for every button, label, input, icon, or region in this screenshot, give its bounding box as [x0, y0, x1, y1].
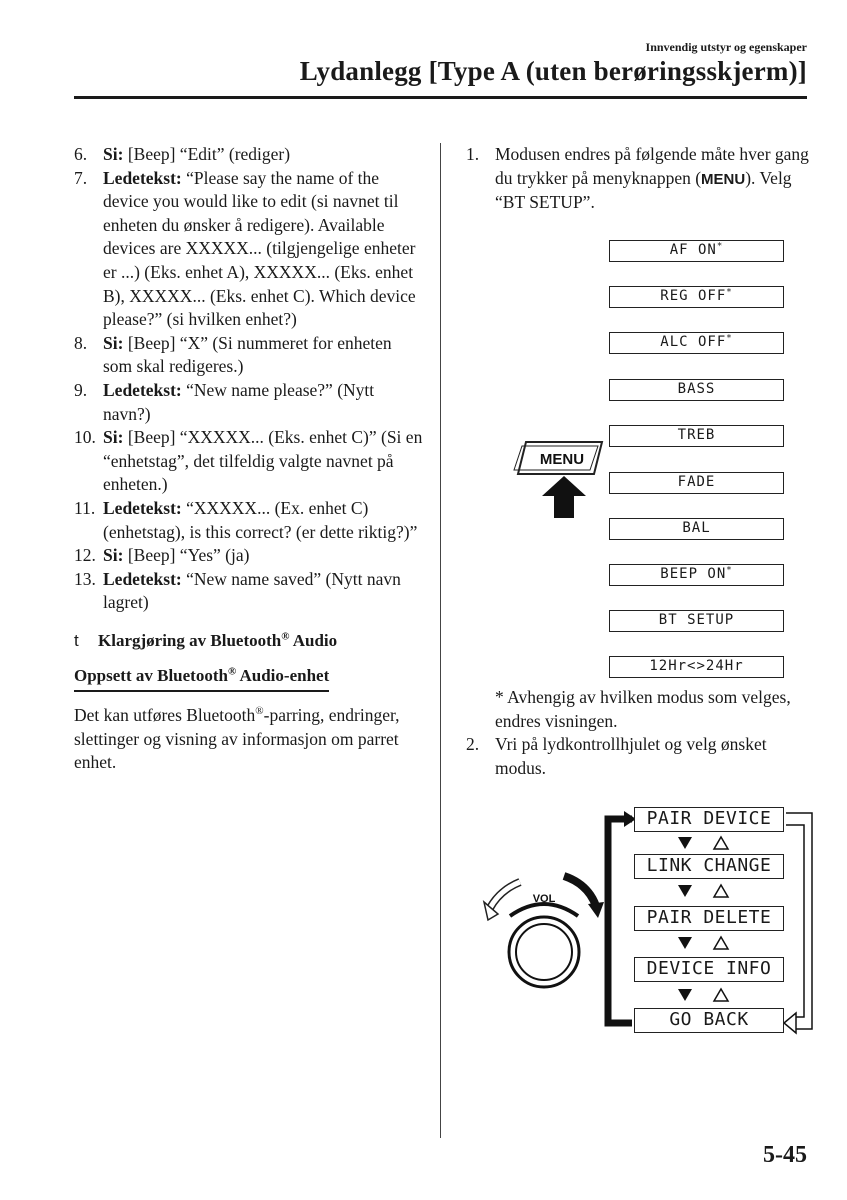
loop-right-arrowhead: [784, 1013, 796, 1033]
header-rule: [74, 96, 807, 99]
item-label: Ledetekst:: [103, 379, 182, 400]
item-text: “New name saved” (Nytt navn lagret): [103, 568, 401, 613]
step-text: Modusen endres på følgende måte hver gang du trykker på menyknappen (: [495, 144, 809, 188]
display-text: TREB: [677, 427, 716, 443]
item-label: Si:: [103, 144, 124, 164]
paragraph-text: Det kan utføres Bluetooth: [74, 705, 256, 726]
registered-mark: ®: [281, 630, 290, 643]
footnote-block: [466, 686, 816, 780]
item-text: [Beep] “Edit” (rediger): [127, 144, 291, 164]
display-text: BAL: [682, 520, 711, 536]
section-heading: [74, 629, 424, 653]
item-number: 9.: [74, 379, 88, 400]
subsection-title-part: Audio-enhet: [236, 666, 330, 686]
rotate-right-arrow-icon: [564, 876, 596, 906]
up-arrow-icon: [714, 837, 728, 849]
display-clock-format: [609, 656, 784, 678]
display-text: ALC OFF: [660, 334, 727, 350]
column-divider: [440, 143, 441, 1138]
display-text: BEEP ON: [660, 566, 727, 582]
right-column: [466, 143, 816, 215]
loop-right-inner: [786, 825, 804, 1017]
item-text: “XXXXX... (Ex. enhet C) (enhetstag), is this correct? (er dette riktig?)”: [103, 497, 418, 542]
menu-button-ref: MENU: [701, 170, 746, 188]
item-label: Si:: [103, 545, 124, 566]
menu-button-illustration: [510, 440, 606, 520]
display-text: BT SETUP: [658, 612, 735, 628]
list-item: [74, 497, 424, 544]
list-item: [74, 332, 424, 379]
display-text: 12Hr<>24Hr: [649, 658, 744, 674]
step-arrows-1: [678, 837, 728, 849]
list-item: [74, 379, 424, 426]
display-text: REG OFF: [660, 288, 727, 304]
subsection-heading: [74, 664, 329, 692]
subsection-title-part: Oppsett av Bluetooth: [74, 666, 228, 686]
item-number: 11.: [74, 497, 96, 518]
display-text: FADE: [677, 474, 716, 490]
item-label: Ledetekst:: [103, 497, 182, 518]
item-number: 12.: [74, 545, 96, 566]
display-footnote-star: *: [726, 333, 733, 344]
display-bal: [609, 518, 784, 540]
list-item: [74, 167, 424, 332]
item-label: Si:: [103, 427, 124, 448]
item-label: Si:: [103, 332, 124, 353]
intro-paragraph: [74, 704, 424, 775]
loop-left-line: [608, 819, 632, 1023]
registered-mark: ®: [227, 665, 237, 678]
page-title: Lydanlegg [Type A (uten berøringsskjerm)]: [299, 56, 807, 86]
chapter-subtitle: Innvendig utstyr og egenskaper: [645, 40, 807, 54]
mode-go-back: GO BACK: [634, 1008, 784, 1033]
step-arrows-2: [678, 885, 728, 897]
section-bullet-icon: t: [74, 630, 79, 650]
item-label: Ledetekst:: [103, 568, 182, 589]
display-bt-setup: [609, 610, 784, 632]
item-text: “New name please?” (Nytt navn?): [103, 379, 375, 424]
mode-link-change: LINK CHANGE: [634, 854, 784, 879]
list-item: [74, 143, 424, 167]
item-text: [Beep] “X” (Si nummeret for enheten som skal redigeres.): [103, 332, 392, 377]
volume-knob-illustration: [480, 862, 610, 1012]
up-arrow-icon: [714, 937, 728, 949]
item-number: 13.: [74, 568, 96, 589]
display-footnote-star: *: [726, 565, 733, 576]
display-bass: [609, 379, 784, 401]
registered-mark: ®: [255, 705, 264, 718]
menu-button-label: MENU: [539, 451, 585, 468]
item-number: 8.: [74, 332, 88, 353]
step-arrows-4: [678, 989, 728, 1001]
display-fade: [609, 472, 784, 494]
display-af-on: [609, 240, 784, 262]
knob-label: VOL: [532, 893, 556, 905]
down-arrow-icon: [678, 989, 692, 1001]
loop-right-outer: [786, 813, 812, 1029]
item-label: Ledetekst:: [103, 167, 182, 188]
step-arrows-3: [678, 937, 728, 949]
mode-device-info: DEVICE INFO: [634, 957, 784, 982]
item-number: 2.: [466, 734, 480, 755]
knob-inner: [516, 924, 572, 980]
up-arrow-icon: [714, 885, 728, 897]
mode-pair-device: PAIR DEVICE: [634, 807, 784, 832]
item-text: [Beep] “Yes” (ja): [127, 545, 250, 566]
paragraph-text: -parring, endringer, slettinger og visning av informasjon om parret enhet.: [74, 705, 400, 773]
page-number: 5-45: [763, 1142, 807, 1168]
up-arrow-icon: [714, 989, 728, 1001]
down-arrow-icon: [678, 885, 692, 897]
step-text: Vri på lydkontrollhjulet og velg ønsket modus.: [495, 734, 767, 778]
section-title-part: Audio: [289, 630, 338, 650]
display-reg-off: [609, 286, 784, 308]
left-column: [74, 143, 424, 775]
down-arrow-icon: [678, 837, 692, 849]
list-item: [74, 544, 424, 568]
section-title-part: Klargjøring av Bluetooth: [98, 630, 282, 650]
item-number: 7.: [74, 167, 88, 188]
list-item: [74, 568, 424, 615]
display-footnote-star: *: [726, 287, 733, 298]
item-number: 1.: [466, 144, 480, 164]
mode-pair-delete: PAIR DELETE: [634, 906, 784, 931]
display-text: AF ON: [669, 242, 717, 258]
display-alc-off: [609, 332, 784, 354]
footnote: * Avhengig av hvilken modus som velges, endres visningen.: [495, 687, 791, 731]
display-footnote-star: *: [716, 241, 724, 252]
list-item: [466, 143, 816, 215]
knob-arc: [510, 904, 578, 916]
press-arrow-icon: [542, 476, 586, 518]
display-text: BASS: [677, 381, 716, 397]
item-text: [Beep] “XXXXX... (Eks. enhet C)” (Si en “enhetstag”, det tilfeldig valgte navnet på enheten.): [103, 427, 423, 495]
down-arrow-icon: [678, 937, 692, 949]
step-text: ). Velg “BT SETUP”.: [495, 167, 792, 213]
list-item: [74, 426, 424, 497]
display-beep-on: [609, 564, 784, 586]
item-number: 6.: [74, 144, 88, 164]
display-treb: [609, 425, 784, 447]
list-item: [466, 733, 816, 780]
item-number: 10.: [74, 427, 96, 448]
item-text: “Please say the name of the device you would like to edit (si navnet til enheten du ønsker å redigere). Available devices are XXXXX... (tilgjengelige enheter er ...) (Eks. enhet A), XXXXX... (Eks. enhet B), XXXXX... (Eks. enhet C). Which device please?” (si hvilken enhet?): [103, 167, 416, 330]
